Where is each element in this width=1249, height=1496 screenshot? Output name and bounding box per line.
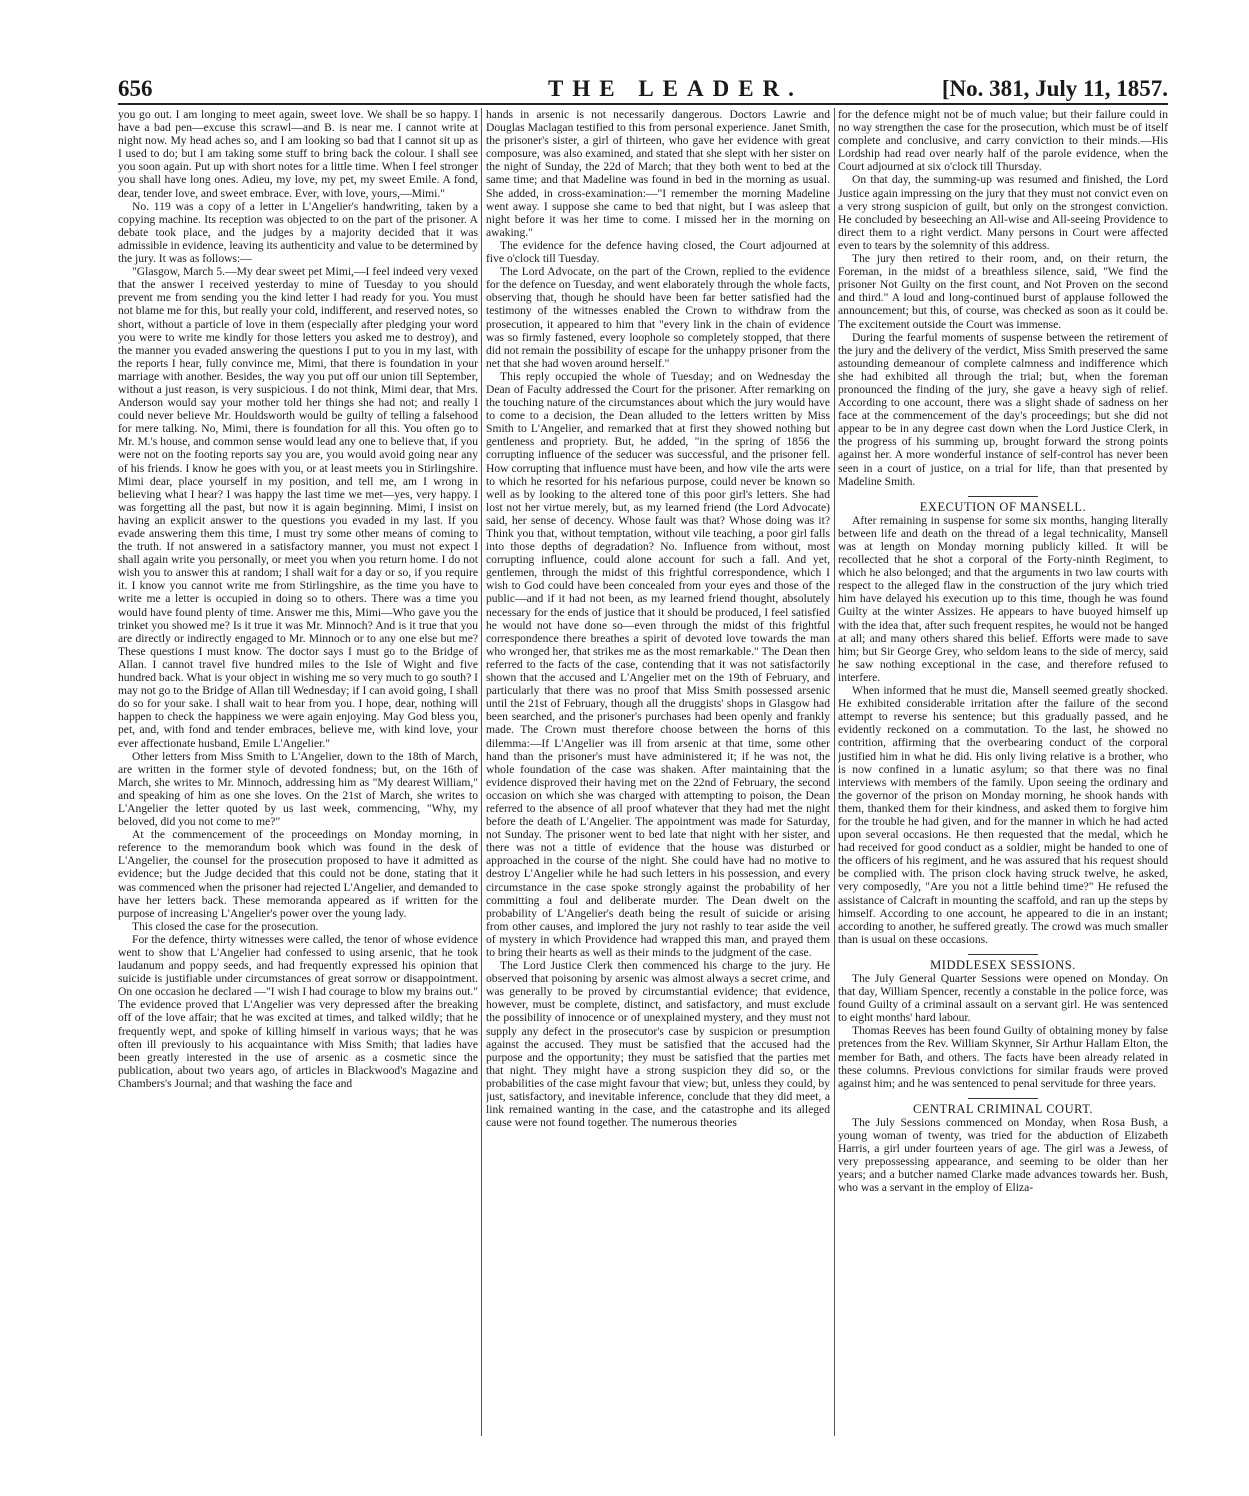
paragraph: The Lord Advocate, on the part of the Crown, replied to the evidence for the defence on Tuesday, and went elaborately through the whole facts, observing that, though he should have been far better satisfied had the testimony of the witnesses enabled the Crown to withdraw from the prosecution, it appeared to him that "every link in the chain of evidence was so firmly fastened, every loophole so completely stopped, that there did not remain the possibility of escape for the unhappy prisoner from the net that she had woven around herself." [486,265,830,370]
paragraph: This closed the case for the prosecution. [132,919,319,933]
section-divider [968,954,1038,955]
section-divider [968,1098,1038,1099]
paragraph: The evidence for the defence having closed, the Court adjourned at five o'clock till Tuesday. [486,238,830,266]
paragraph: The jury then retired to their room, and, on their return, the Foreman, in the midst of a breathless silence, said, "We find the prisoner Not Guilty on the first count, and Not Proven on the second and third." A loud and long-continued burst of applause followed the announcement; but this, of course, was checked as soon as it could be. The excitement outside the Court was immense. [838,252,1168,331]
paragraph: At the commencement of the proceedings on Monday morning, in reference to the memorandum book which was found in the desk of L'Angelier, the counsel for the prosecution proposed to have it admitted as evidence; but the Judge decided that this could not be done, stating that it was commenced when the prisoner had rejected L'Angelier, and demanded to have her letters back. These memoranda appeared as if written for the purpose of increasing L'Angelier's power over the young lady. [118,828,478,920]
paragraph: This reply occupied the whole of Tuesday; and on Wednesday the Dean of Faculty addressed the Court for the prisoner. After remarking on the touching nature of the circumstances about which the jury would have to come to a decision, the Dean alluded to the letters written by Miss Smith to L'Angelier, and remarked that at first they showed nothing but gentleness and propriety. But, he added, "in the spring of 1856 the corrupting influence of the seducer was successful, and the prisoner fell. How corrupting that influence must have been, and how vile the arts were to which he resorted for his nefarious purpose, could never be known so well as by looking to the altered tone of this poor girl's letters. She had lost not her virtue merely, but, as my learned friend (the Lord Advocate) said, her sense of decency. Whose fault was that? Whose doing was it? Think you that, without temptation, without vile teaching, a poor girl falls into those depths of degradation? No. Influence from without, most corrupting influence, could alone account for such a fall. And yet, gentlemen, through the midst of this frightful correspondence, which I wish to God could have been concealed from your eyes and those of the public—and if it had not been, as my learned friend thought, absolutely necessary for the ends of justice that it should be produced, I feel satisfied he would not have done so—even through the midst of this frightful correspondence there breathes a spirit of devoted love towards the man who wronged her, that strikes me as the most remarkable." The Dean then referred to the facts of the case, contending that it was not satisfactorily shown that the accused and L'Angelier met on the 19th of February, and particularly that there was no proof that Miss Smith possessed arsenic until the 21st of February, though all the druggists' shops in Glasgow had been searched, and the prisoner's purchases had been openly and frankly made. The Crown must therefore choose between the horns of this dilemma:—If L'Angelier was ill from arsenic at that time, some other hand than the prisoner's must have administered it; if he was not, the whole foundation of the case was shaken. After maintaining that the evidence disproved their having met on the 22nd of February, the second occasion on which she was charged with attempting to poison, the Dean referred to the absence of all proof whatever that they had met the night before the death of L'Angelier. The appointment was made for Saturday, not Sunday. The prisoner went to bed late that night with her sister, and there was not a tittle of evidence that the house was disturbed or approached in the course of the night. She could have had no motive to destroy L'Angelier while he had such letters in his possession, and every circumstance in the case spoke strongly against the probability of her committing a foul and deliberate murder. The Dean dwelt on the probability of L'Angelier's death being the result of suicide or arising from other causes, and implored the jury not rashly to tear aside the veil of mystery in which Providence had wrapped this man, and prayed them to bring their hearts as well as their minds to the judgment of the case. [486,369,830,959]
paragraph: The July General Quarter Sessions were opened on Monday. On that day, William Spencer, recently a constable in the police force, was found Guilty of a criminal assault on a servant girl. He was sentenced to eight months' hard labour. [838,972,1168,1025]
running-title: THE LEADER. [548,76,803,101]
paragraph: for the defence might not be of much value; but their failure could in no way strengthen the case for the prosecution, which must be of itself complete and conclusive, and carry conviction to their minds.—His Lordship had read over nearly half of the parole evidence, when the Court adjourned at six o'clock till Thursday. [838,108,1168,174]
section-divider [968,496,1038,497]
column-1 [118,108,478,1438]
section-heading-mansell: EXECUTION OF MANSELL. [919,499,1087,514]
column-rule [834,108,835,1436]
paragraph: "Glasgow, March 5.—My dear sweet pet Mimi,—I feel indeed very vexed that the answer I received yesterday to mine of Tuesday to you should prevent me from sending you the kind letter I had ready for you. You must not blame me for this, but really your cold, indifferent, and reserved notes, so short, without a particle of love in them (especially after pledging your word you were to write me kindly for those letters you asked me to destroy), and the manner you evaded answering the questions I put to you in my last, with the reports I hear, fully convince me, Mimi, that there is foundation in your marriage with another. Besides, the way you put off our union till September, without a just reason, is very suspicious. I do not think, Mimi dear, that Mrs. Anderson would say your mother told her things she had not; and really I could never believe Mr. Houldsworth would be guilty of telling a falsehood for mere talking. No, Mimi, there is foundation for all this. You often go to Mr. M.'s house, and common sense would lead any one to believe that, if you were not on the footing reports say you are, you would avoid going near any of his friends. I know he goes with you, or at least meets you in Stirlingshire. Mimi dear, place yourself in my position, and tell me, am I wrong in believing what I hear? I was happy the last time we met—yes, very happy. I was forgetting all the past, but now it is again beginning. Mimi, I insist on having an explicit answer to the questions you evaded in my last. If you evade answering them this time, I must try some other means of coming to the truth. If not answered in a satisfactory manner, you must not expect I shall again write you personally, or meet you when you return home. I do not wish you to answer this at random; I shall wait for a day or so, if you require it. I know you cannot write me from Stirlingshire, as the time you have to write me a letter is occupied in doing so to others. There was a time you would have found plenty of time. Answer me this, Mimi—Who gave you the trinket you showed me? Is it true it was Mr. Minnoch? And is it true that you are directly or indirectly engaged to Mr. Minnoch or to any one else but me? These questions I must know. The doctor says I must go to the Bridge of Allan. I cannot travel five hundred miles to the Isle of Wight and five hundred back. What is your object in wishing me so very much to go south? I may not go to the Bridge of Allan till Wednesday; if I can avoid going, I shall do so for your sake. I shall wait to hear from you. I hope, dear, nothing will happen to check the happiness we were again enjoying. May God bless you, pet, and, with fond and tender embraces, believe me, with kind love, your ever affectionate husband, Emile L'Angelier." [118,265,478,750]
column-rule [481,108,482,1436]
paragraph: Thomas Reeves has been found Guilty of obtaining money by false pretences from the Rev. William Skynner, Sir Arthur Hallam Elton, the member for Bath, and others. The facts have been already related in these columns. Previous convictions for similar frauds were proved against him; and he was sentenced to penal servitude for three years. [838,1024,1168,1090]
paragraph: The Lord Justice Clerk then commenced his charge to the jury. He observed that poisoning by arsenic was almost always a secret crime, and was generally to be proved by circumstantial evidence; that evidence, however, must be complete, distinct, and satisfactory, and must exclude the possibility of innocence or of unexplained mystery, and they must not supply any defect in the prosecutor's case by suspicion or presumption against the accused. They must be satisfied that the accused had the purpose and the opportunity; they must be satisfied that the parties met that night. They might have a strong suspicion they did so, or the probabilities of the case might favour that view; but, unless they could, by just, satisfactory, and inevitable inference, conclude that they did meet, a link remained wanting in the case, and the catastrophe and its alleged cause were not found together. The numerous theories [486,959,830,1130]
page-number: 656 [118,76,153,101]
paragraph: No. 119 was a copy of a letter in L'Angelier's handwriting, taken by a copying machine. Its reception was objected to on the part of the prisoner. A debate took place, and the judges by a majority decided that it was admissible in evidence, leaving its authenticity and value to be determined by the jury. It was as follows:— [118,199,478,266]
paragraph: The July Sessions commenced on Monday, when Rosa Bush, a young woman of twenty, was tried for the abduction of Elizabeth Harris, a girl under fourteen years of age. The girl was a Jewess, of very prepossessing appearance, and seeming to be older than her years; and a butcher named Clarke made advances towards her. Bush, who was a servant in the employ of Eliza- [838,1115,1168,1195]
paragraph: For the defence, thirty witnesses were called, the tenor of whose evidence went to show that L'Angelier had confessed to using arsenic, that he took laudanum and poppy seeds, and had frequently expressed his opinion that suicide is justifiable under circumstances of great sorrow or disappointment. On one occasion he declared —"I wish I had courage to blow my brains out." The evidence proved that L'Angelier was very depressed after the breaking off of the love affair; that he was excited at times, and talked wildly; that he frequently wept, and spoke of killing himself in various ways; that he was often ill previously to his acquaintance with Miss Smith; that ladies have been greatly interested in the use of arsenic as a cosmetic since the publication, about two years ago, of articles in Blackwood's Magazine and Chambers's Journal; and that washing the face and [118,932,478,1090]
column-3 [838,108,1168,1438]
header-rule [118,103,1168,105]
paragraph: On that day, the summing-up was resumed and finished, the Lord Justice again impressing on the jury that they must not convict even on a very strong suspicion of guilt, but only on the strongest conviction. He concluded by beseeching an All-wise and All-seeing Providence to direct them to a right verdict. Many persons in Court were affected even to tears by the solemnity of this address. [838,173,1168,252]
paragraph: During the fearful moments of suspense between the retirement of the jury and the delivery of the verdict, Miss Smith preserved the same astounding demeanour of complete calmness and indifference which she had exhibited all through the trial; but, when the foreman pronounced the finding of the jury, she gave a heavy sigh of relief. According to one account, there was a slight shade of sadness on her face at the commencement of the day's proceedings; but she did not appear to be in any degree cast down when the Lord Justice Clerk, in the progress of his summing up, brought forward the strong points against her. A more wonderful instance of self-control has never been seen in a court of justice, on a trial for life, than that presented by Madeline Smith. [838,330,1168,488]
section-heading-central: CENTRAL CRIMINAL COURT. [912,1101,1094,1116]
issue-info: [No. 381, July 11, 1857. [941,76,1168,101]
paragraph: After remaining in suspense for some six months, hanging literally between life and death on the thread of a legal technicality, Mansell was at length on Monday morning publicly killed. It will be recollected that he shot a corporal of the Forty-ninth Regiment, to which he also belonged; and that the arguments in two law courts with respect to the alleged flaw in the construction of the jury which tried him have delayed his execution up to this time, though he was found Guilty at the winter Assizes. He appears to have buoyed himself up with the idea that, after such frequent respites, he would not be hanged at all; and many others shared this belief. Efforts were made to save him; but Sir George Grey, who seldom leans to the side of mercy, said he saw nothing exceptional in the case, and therefore refused to interfere. [838,513,1168,684]
paragraph: hands in arsenic is not necessarily dangerous. Doctors Lawrie and Douglas Maclagan testified to this from personal experience. Janet Smith, the prisoner's sister, a girl of thirteen, who gave her evidence with great composure, was also examined, and stated that she slept with her sister on the night of Sunday, the 22d of March; that they both went to bed at the same time; and that Madeline was found in bed in the morning as usual. She added, in cross-examination:—"I remember the morning Madeline went away. I suppose she came to bed that night, but I was asleep that night before it was her time to come. I missed her in the morning on awaking." [486,108,830,239]
paragraph: When informed that he must die, Mansell seemed greatly shocked. He exhibited considerable irritation after the failure of the second attempt to reverse his sentence; but this gradually passed, and he evidently reckoned on a commutation. To the last, he showed no contrition, affirming that the overbearing conduct of the corporal justified him in what he did. His only living relative is a brother, who is now confined in a lunatic asylum; so that there was no final interviews with members of the family. Upon seeing the ordinary and the governor of the prison on Monday morning, he shook hands with them, thanked them for their kindness, and asked them to forgive him for the trouble he had given, and for the manner in which he had acted upon several occasions. He then requested that the medal, which he had received for good conduct as a soldier, might be handed to one of the officers of his regiment, and he was assured that his request should be complied with. The prison clock having struck twelve, he asked, very composedly, "Are you not a little behind time?" He refused the assistance of Calcraft in mounting the scaffold, and ran up the steps by himself. According to one account, he appeared to die in an instant; according to another, he suffered greatly. The crowd was much smaller than is usual on these occasions. [838,684,1168,946]
paragraph: you go out. I am longing to meet again, sweet love. We shall be so happy. I have a bad pen—excuse this scrawl—and B. is near me. I cannot write at night now. My head aches so, and I am looking so bad that I cannot sit up as I used to do; but I am taking some stuff to bring back the colour. I shall see you soon again. Put up with short notes for a little time. When I feel stronger you shall have long ones. Adieu, my love, my pet, my sweet Emile. A fond, dear, tender love, and sweet embrace. Ever, with love, yours,—Mimi." [118,108,478,200]
paragraph: Other letters from Miss Smith to L'Angelier, down to the 18th of March, are written in the former style of devoted fondness; but, on the 16th of March, she writes to Mr. Minnoch, addressing him as "My dearest William," and speaking of him as one she loves. On the 21st of March, she writes to L'Angelier the letter quoted by us last week, commencing, "Why, my beloved, did you not come to me?" [118,749,478,829]
column-2 [486,108,830,1438]
section-heading-middlesex: MIDDLESEX SESSIONS. [930,957,1076,972]
